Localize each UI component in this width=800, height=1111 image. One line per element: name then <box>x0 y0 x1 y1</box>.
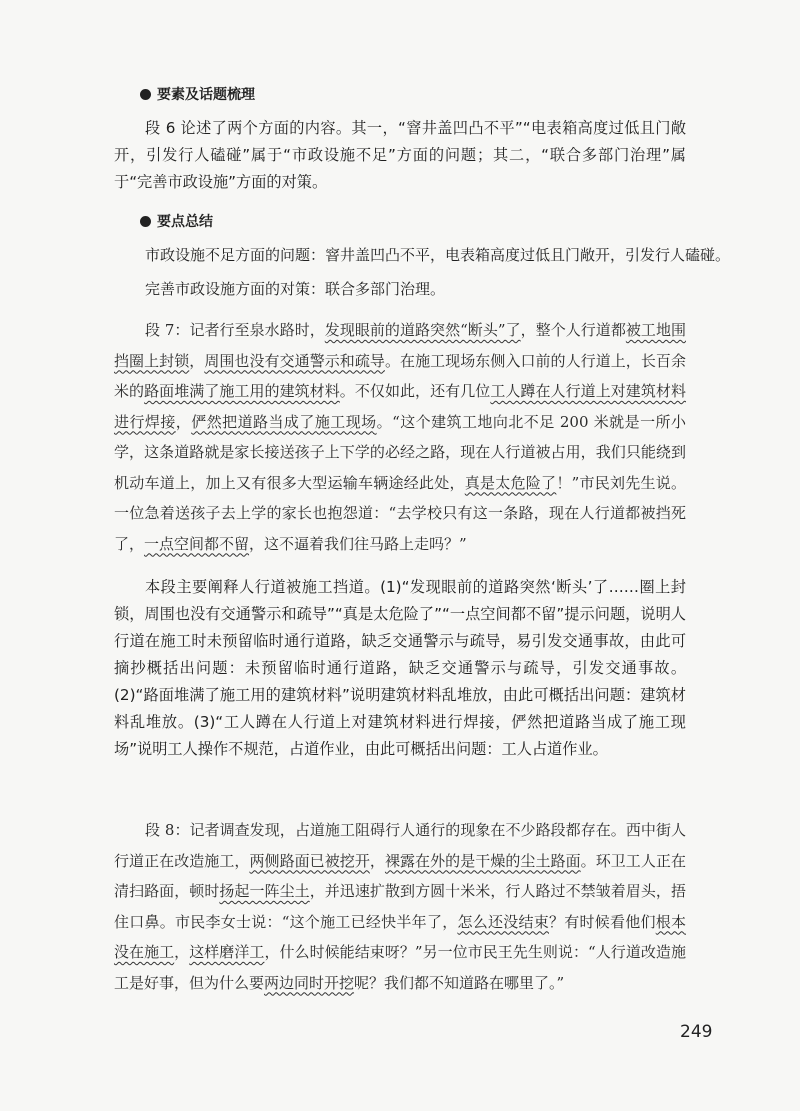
underlined-phrase: 两边同时开挖 <box>264 973 355 992</box>
underlined-phrase: 工人蹲在人行道上对建筑材料进行焊接 <box>114 382 686 431</box>
section-heading-summary <box>140 211 213 231</box>
underlined-phrase: 两侧路面已被挖开 <box>249 851 370 870</box>
section-heading-summary-label: 要点总结 <box>157 214 213 230</box>
source-paragraph-7: 段 7：记者行至泉水路时，发现眼前的道路突然“断头”了，整个人行道都被工地围挡圈上封锁，周围也没有交通警示和疏导。在施工现场东侧入口前的人行道上，长百余米的路面堆满了施工用的建筑材料。不仅如此，还有几位工人蹲在人行道上对建筑材料进行焊接，俨然把道路当成了施工现场。“这个建筑工地向北不足 200 米就是一所小学，这条道路就是家长接送孩子上下学的必经之路，现在人行道被占用，我们只能绕到机动车道上，加上又有很多大型运输车辆途经此处，真是太危险了！”市民刘先生说。一位急着送孩子去上学的家长也抱怨道：“去学校只有这一条路，现在人行道都被挡死了，一点空间都不留，这不逼着我们往马路上走吗？” <box>114 321 686 553</box>
underlined-phrase: 怎么还没结束 <box>457 912 549 931</box>
underlined-phrase: 根本没在施工 <box>114 912 686 961</box>
bullet-icon <box>140 216 151 227</box>
underlined-phrase: 发现眼前的道路突然“断头”了 <box>324 321 521 339</box>
underlined-phrase: 俨然把道路当成了施工现场 <box>191 412 377 431</box>
section-heading-elements-label: 要素及话题梳理 <box>157 87 255 103</box>
underlined-phrase: 被工地围挡圈上封锁 <box>114 321 686 370</box>
underlined-phrase: 真是太危险了 <box>464 473 557 492</box>
underlined-phrase: 这样磨洋工 <box>189 943 265 961</box>
page-number: 249 <box>680 1022 713 1042</box>
underlined-phrase: 周围也没有交通警示和疏导 <box>204 351 385 370</box>
underlined-phrase: 路面堆满了施工用的建筑材料 <box>144 382 340 400</box>
summary-problem-line: 市政设施不足方面的问题：窨井盖凹凸不平，电表箱高度过低且门敞开，引发行人磕碰。 <box>145 246 731 264</box>
underlined-phrase: 一点空间都不留 <box>144 534 250 553</box>
elements-paragraph: 段 6 论述了两个方面的内容。其一，“窨井盖凹凸不平”“电表箱高度过低且门敞开，引发行人磕碰”属于“市政设施不足”方面的问题；其二，“联合多部门治理”属于“完善市政设施”方面的对策。 <box>114 119 686 191</box>
source-paragraph-8: 段 8：记者调查发现，占道施工阻碍行人通行的现象在不少路段都存在。西中街人行道正在改造施工，两侧路面已被挖开，裸露在外的是干燥的尘土路面。环卫工人正在清扫路面，顿时扬起一阵尘土，并迅速扩散到方圆十米米，行人路过不禁皱着眉头，捂住口鼻。市民李女士说：“这个施工已经快半年了，怎么还没结束？有时候看他们根本没在施工，这样磨洋工，什么时候能结束呀？”另一位市民王先生则说：“人行道改造施工是好事，但为什么要两边同时开挖呢？我们都不知道路在哪里了。” <box>114 821 686 992</box>
bullet-icon <box>140 89 151 100</box>
underlined-phrase: 扬起一阵尘土 <box>219 882 310 900</box>
analysis-paragraph-7: 本段主要阐释人行道被施工挡道。(1)“发现眼前的道路突然‘断头’了……圈上封锁，周围也没有交通警示和疏导”“真是太危险了”“一点空间都不留”提示问题，说明人行道在施工时未预留临时通行道路，缺乏交通警示与疏导，易引发交通事故，由此可摘抄概括出问题：未预留临时通行道路，缺乏交通警示与疏导，引发交通事故。(2)“路面堆满了施工用的建筑材料”说明建筑材料乱堆放，由此可概括出问题：建筑材料乱堆放。(3)“工人蹲在人行道上对建筑材料进行焊接，俨然把道路当成了施工现场”说明工人操作不规范，占道作业，由此可概括出问题：工人占道作业。 <box>114 578 686 758</box>
summary-measure-line: 完善市政设施方面的对策：联合多部门治理。 <box>145 280 446 298</box>
section-heading-elements <box>140 84 255 104</box>
underlined-phrase: 裸露在外的是干燥的尘土路面 <box>384 851 581 870</box>
